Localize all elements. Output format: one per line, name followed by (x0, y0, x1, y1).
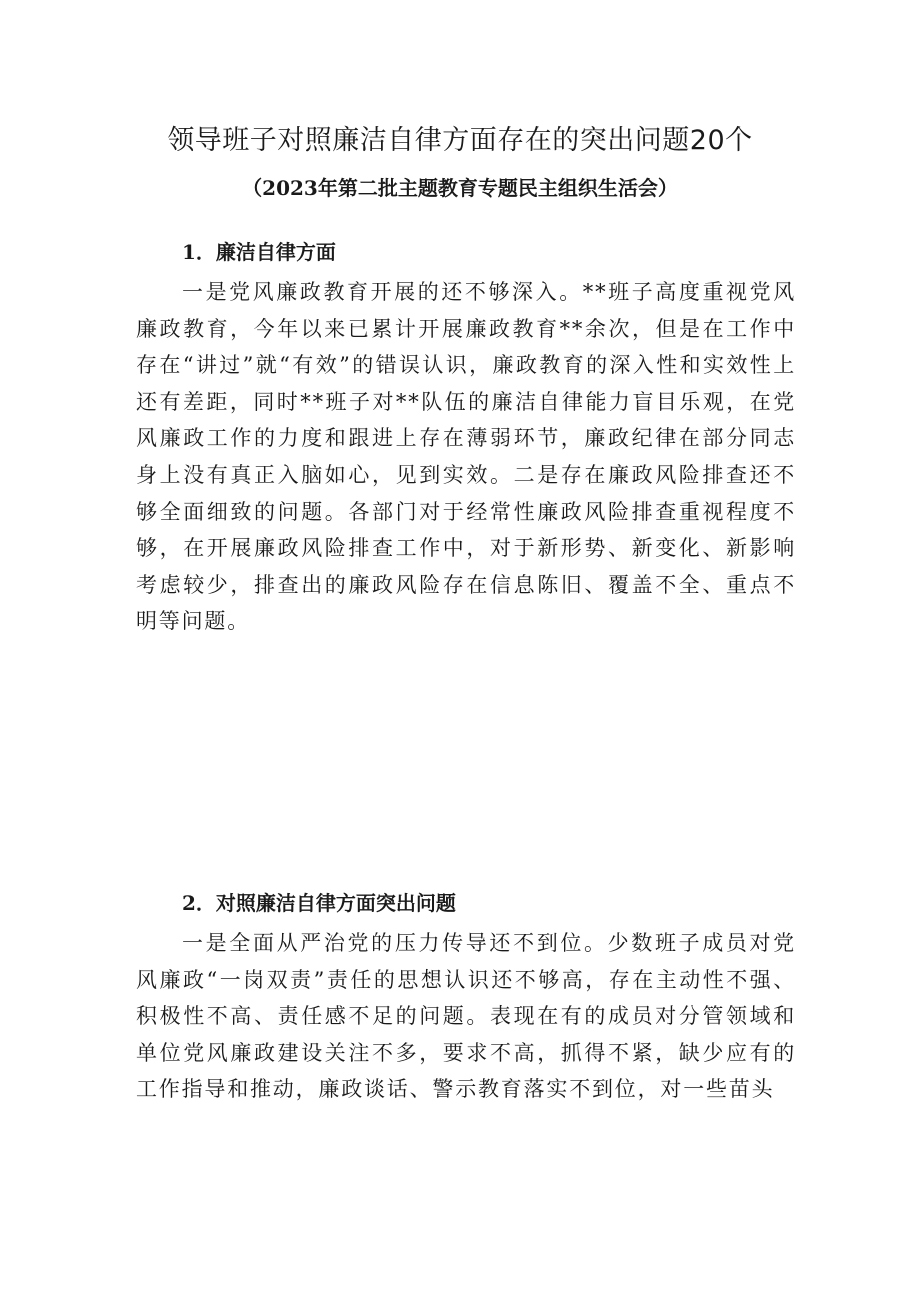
section-2-heading: 2．对照廉洁自律方面突出问题 (182, 891, 456, 915)
document-subtitle: （2023年第二批主题教育专题民主组织生活会） (242, 176, 678, 200)
section-2-paragraph: 一是全面从严治党的压力传导还不到位。少数班子成员对党风廉政“一岗双责”责任的思想认识还不够高，存在主动性不强、积极性不高、责任感不足的问题。表现在有的成员对分管领域和单位党风廉政建设关注不多，要求不高，抓得不紧，缺少应有的工作指导和推动，廉政谈话、警示教育落实不到位，对一些苗头 (136, 931, 796, 1102)
section-1-heading: 1．廉洁自律方面 (182, 240, 336, 264)
section-2 (136, 885, 796, 1108)
section-1-paragraph: 一是党风廉政教育开展的还不够深入。**班子高度重视党风廉政教育，今年以来已累计开展廉政教育**余次，但是在工作中存在“讲过”就“有效”的错误认识，廉政教育的深入性和实效性上还有差距，同时**班子对**队伍的廉洁自律能力盲目乐观，在党风廉政工作的力度和跟进上存在薄弱环节，廉政纪律在部分同志身上没有真正入脑如心，见到实效。二是存在廉政风险排查还不够全面细致的问题。各部门对于经常性廉政风险排查重视程度不够，在开展廉政风险排查工作中，对于新形势、新变化、新影响考虑较少，排查出的廉政风险存在信息陈旧、覆盖不全、重点不明等问题。 (136, 280, 796, 634)
document-title: 领导班子对照廉洁自律方面存在的突出问题20个 (167, 125, 753, 156)
section-1 (136, 234, 796, 640)
